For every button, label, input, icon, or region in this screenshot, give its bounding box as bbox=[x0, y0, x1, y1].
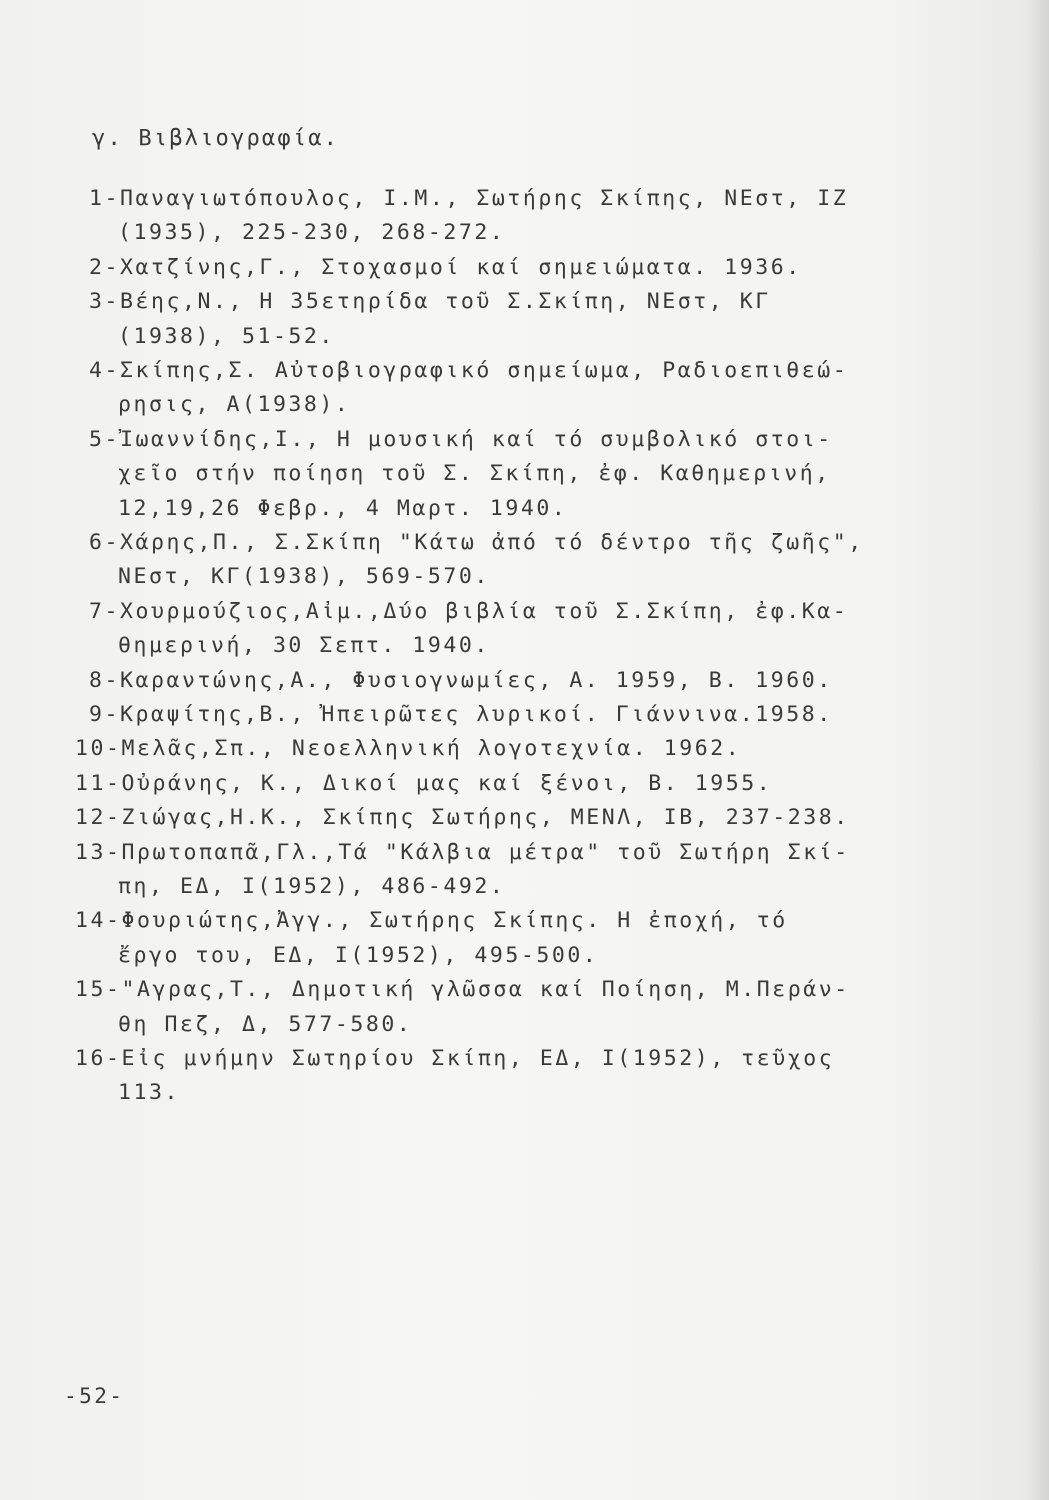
entry-line: 5-Ἰωαννίδης,Ι., Η μουσική καί τό συμβολικό στοι- bbox=[89, 427, 833, 452]
page-number: -52- bbox=[64, 1384, 125, 1408]
entry-continuation-line: ρησις, Α(1938). bbox=[118, 392, 351, 417]
entry-line: 4-Σκίπης,Σ. Αὐτοβιογραφικό σημείωμα, Ραδιοεπιθεώ- bbox=[89, 358, 849, 383]
entry-line: 12-Ζιώγας,Η.Κ., Σκίπης Σωτήρης, ΜΕΝΛ, ΙΒ, 237-238. bbox=[75, 805, 850, 830]
entry-continuation-line: θη Πεζ, Δ, 577-580. bbox=[118, 1012, 413, 1037]
entry-continuation-line: 12,19,26 Φεβρ., 4 Μαρτ. 1940. bbox=[118, 496, 568, 521]
section-heading: γ. Βιβλιογραφία. bbox=[92, 126, 340, 151]
entry-continuation-line: χεῖο στήν ποίηση τοῦ Σ. Σκίπη, ἐφ. Καθημερινή, bbox=[118, 461, 831, 486]
entry-line: 13-Πρωτοπαπᾶ,Γλ.,Τά "Κάλβια μέτρα" τοῦ Σωτήρη Σκί- bbox=[75, 840, 850, 865]
entry-line: 6-Χάρης,Π., Σ.Σκίπη "Κάτω ἀπό τό δέντρο τῆς ζωῆς", bbox=[89, 530, 864, 555]
entry-line: 14-Φουριώτης,Ἀγγ., Σωτήρης Σκίπης. Η ἐποχή, τό bbox=[75, 908, 788, 933]
entry-continuation-line: ΝΕστ, ΚΓ(1938), 569-570. bbox=[118, 564, 490, 589]
entry-line: 10-Μελᾶς,Σπ., Νεοελληνική λογοτεχνία. 1962. bbox=[75, 736, 742, 761]
entry-line: 1-Παναγιωτόπουλος, Ι.Μ., Σωτήρης Σκίπης, ΝΕστ, ΙΖ bbox=[89, 186, 849, 211]
entry-line: 15-"Αγρας,Τ., Δημοτική γλῶσσα καί Ποίηση, Μ.Περάν- bbox=[75, 977, 850, 1002]
entry-continuation-line: (1938), 51-52. bbox=[118, 324, 335, 349]
entry-line: 11-Οὐράνης, Κ., Δικοί μας καί ξένοι, Β. 1955. bbox=[75, 771, 773, 796]
entry-line: 2-Χατζίνης,Γ., Στοχασμοί καί σημειώματα. 1936. bbox=[89, 255, 802, 280]
entry-continuation-line: θημερινή, 30 Σεπτ. 1940. bbox=[118, 633, 490, 658]
page-edge-shadow bbox=[1023, 0, 1049, 1500]
entry-line: 3-Βέης,Ν., Η 35ετηρίδα τοῦ Σ.Σκίπη, ΝΕστ, ΚΓ bbox=[89, 289, 771, 314]
entry-line: 9-Κραψίτης,Β., Ἠπειρῶτες λυρικοί. Γιάννινα.1958. bbox=[89, 702, 833, 727]
entry-continuation-line: (1935), 225-230, 268-272. bbox=[118, 220, 506, 245]
entry-continuation-line: πη, ΕΔ, Ι(1952), 486-492. bbox=[118, 874, 506, 899]
entry-line: 16-Εἰς μνήμην Σωτηρίου Σκίπη, ΕΔ, Ι(1952), τεῦχος bbox=[75, 1046, 835, 1071]
entry-line: 8-Καραντώνης,Α., Φυσιογνωμίες, Α. 1959, Β. 1960. bbox=[89, 668, 833, 693]
entry-line: 7-Χουρμούζιος,Αἰμ.,Δύο βιβλία τοῦ Σ.Σκίπη, ἐφ.Κα- bbox=[89, 599, 849, 624]
entry-continuation-line: ἔργο του, ΕΔ, Ι(1952), 495-500. bbox=[118, 943, 599, 968]
entry-continuation-line: 113. bbox=[118, 1080, 180, 1105]
